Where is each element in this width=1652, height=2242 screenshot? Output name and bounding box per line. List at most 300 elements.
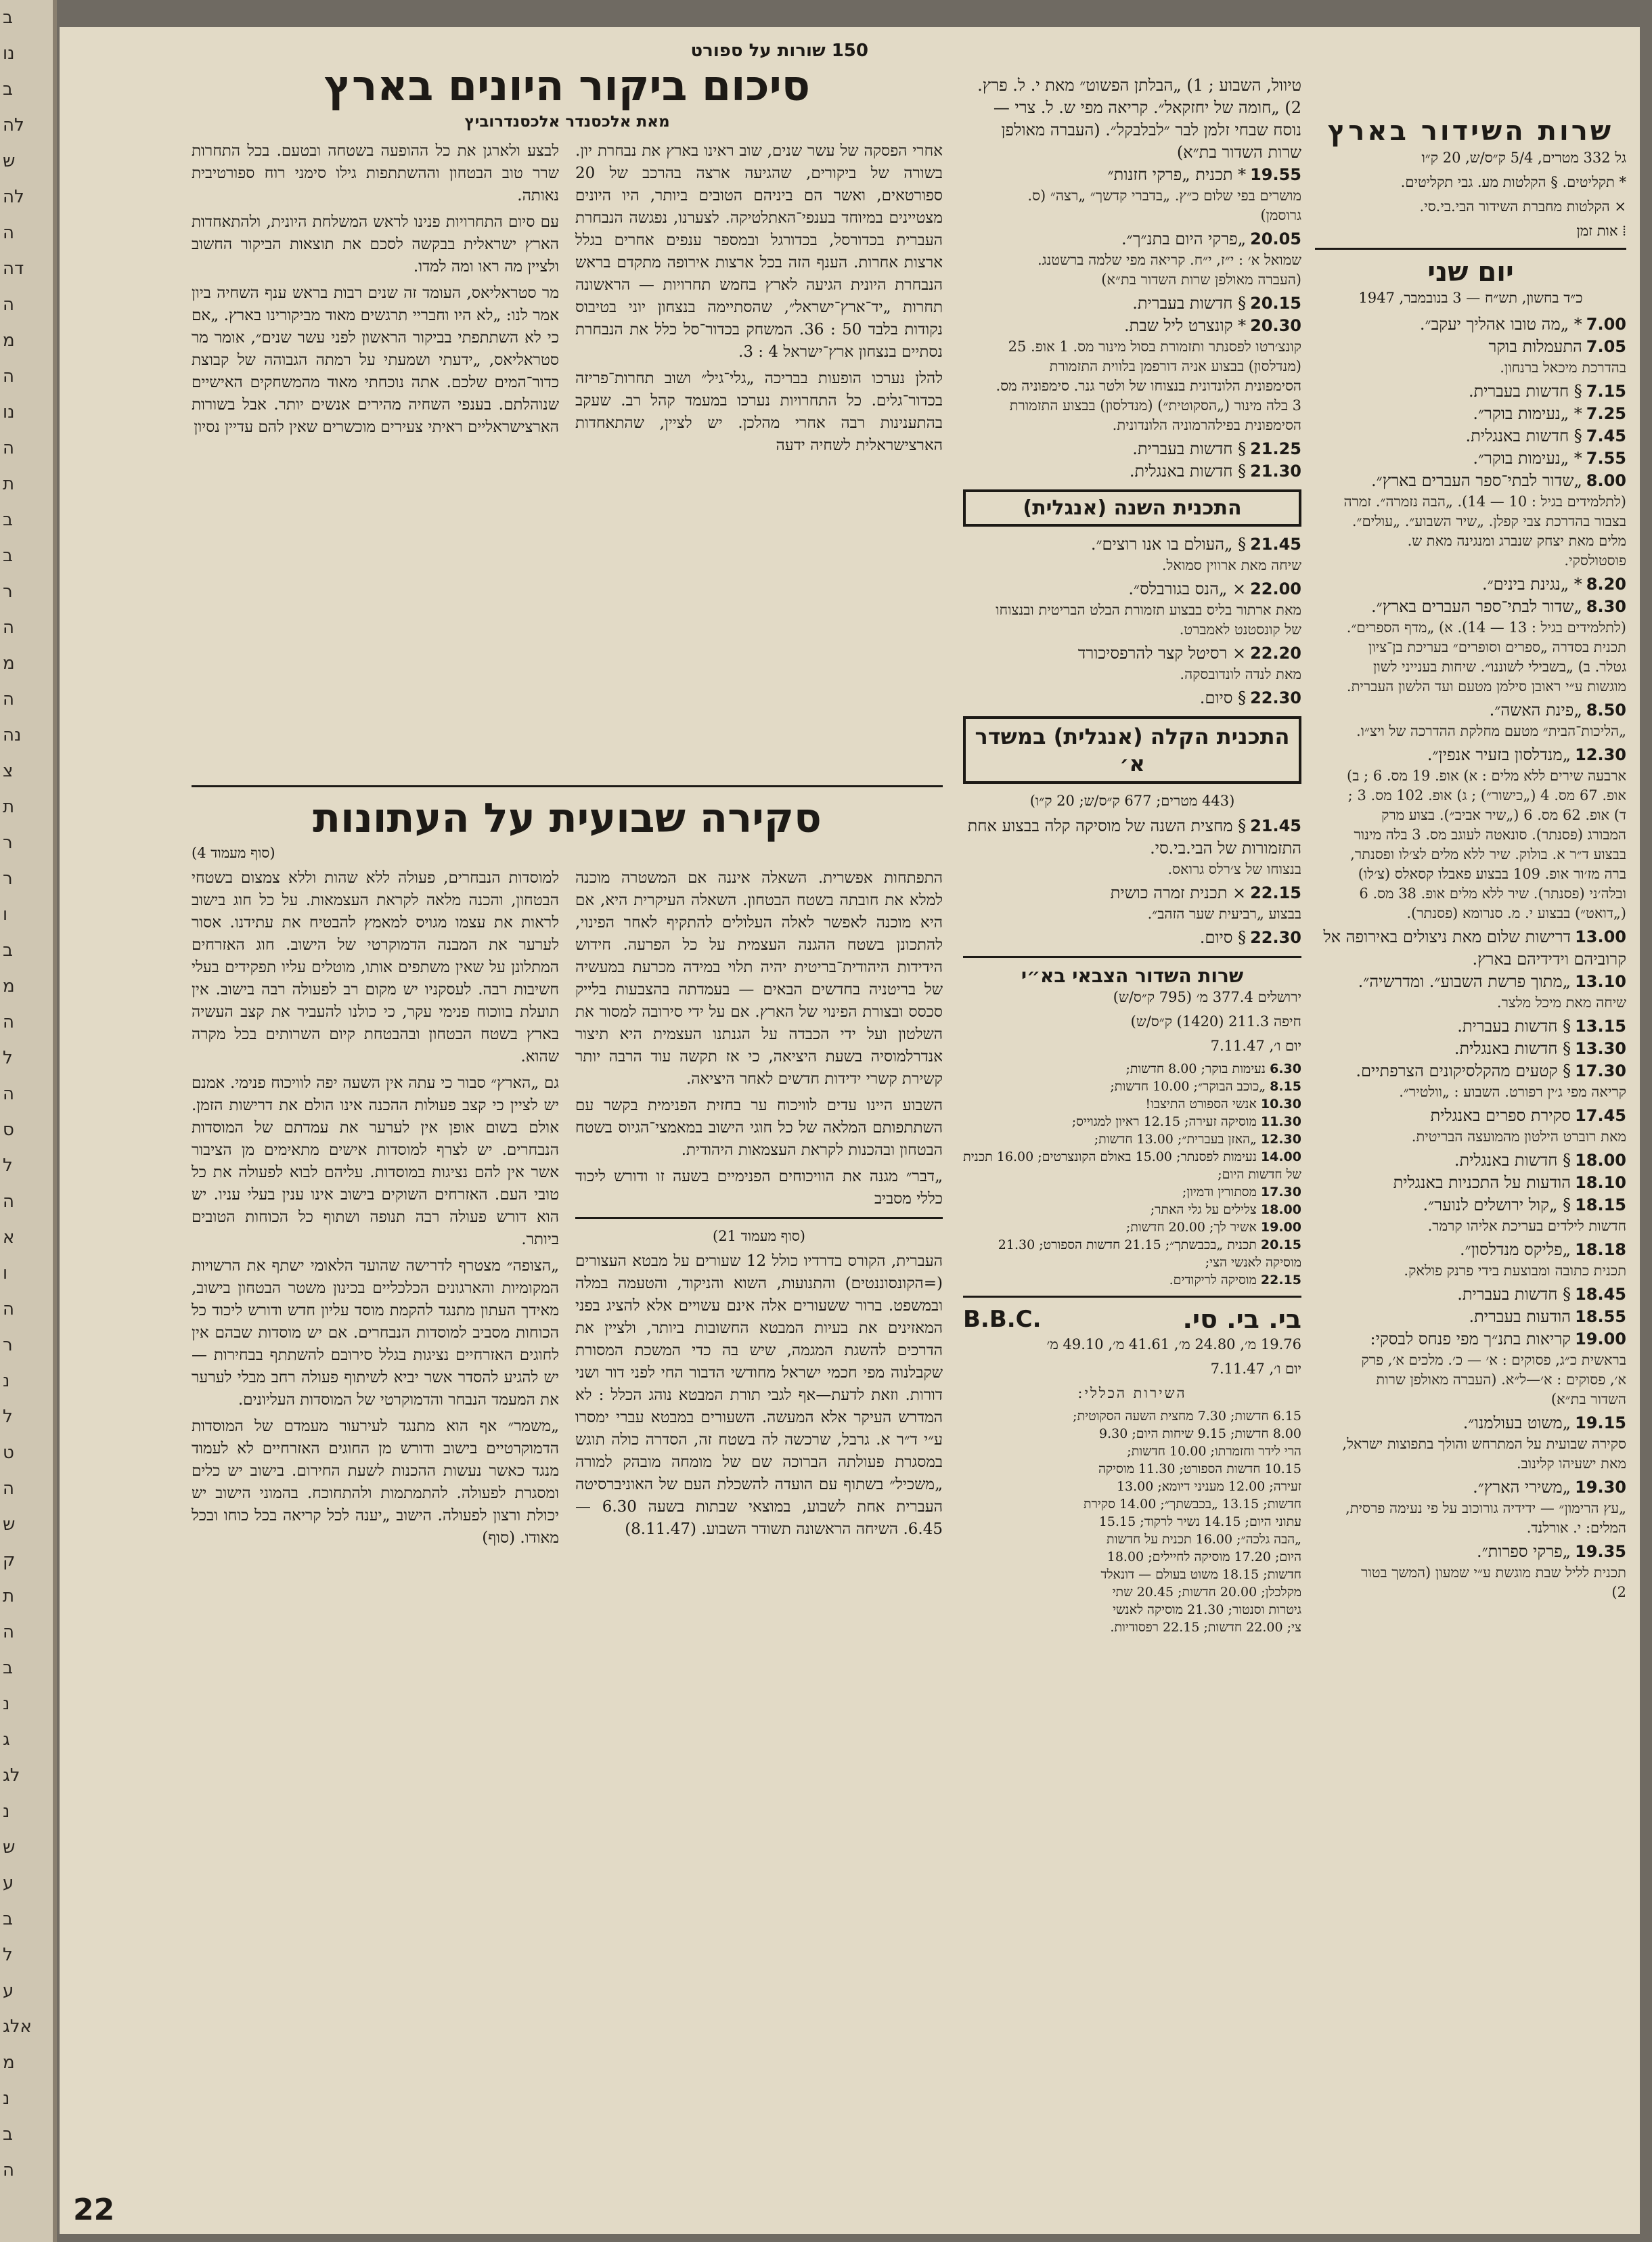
prev-page-fragment: ר — [3, 581, 13, 602]
sports-byline: מאת אלכסנדר אלכסנדרוביץ — [464, 113, 670, 131]
sports-columns — [192, 140, 943, 461]
prev-page-fragment: ש — [3, 1514, 16, 1535]
program-item — [1315, 336, 1626, 358]
program-description: תכנית לליל שבת מוגשת ע״י שמעון (המשך בטור 2) — [1361, 1564, 1626, 1600]
sports-kicker: 150 שורות על ספורט — [690, 41, 868, 61]
army-time: 11.30 — [1260, 1114, 1301, 1129]
bbc-row: 8.00 חדשות; 9.15 שיחות היום; 9.30 — [1099, 1426, 1301, 1441]
prev-page-fragment: נ — [3, 1694, 10, 1714]
program-item — [1315, 1306, 1626, 1328]
program-item — [1315, 1283, 1626, 1306]
press-paragraph: „דבר״ מגנה את הוויכוחים הפנימיים בשעה זו ודורש ליכוד כללי מסביב — [575, 1168, 943, 1208]
prev-page-fragment: אלג — [3, 2017, 32, 2037]
prev-page-fragment: מ — [3, 976, 15, 996]
army-broadcast-title: שרות השדור הצבאי בא״י — [1021, 965, 1244, 987]
program-time: 13.15 — [1575, 1017, 1626, 1036]
prev-page-fragment: ה — [3, 2160, 14, 2180]
army-time: 6.30 — [1270, 1061, 1301, 1076]
program-time: 18.10 — [1575, 1173, 1626, 1192]
broadcast-meta-line: ⁞ אות זמן — [1576, 223, 1626, 239]
prev-page-fragment: ת — [3, 474, 15, 494]
program-item — [1315, 744, 1626, 766]
prev-page-fragment: ה — [3, 1084, 14, 1104]
army-row — [963, 1236, 1301, 1271]
program-time: 22.30 — [1250, 928, 1301, 947]
army-program: אנשי הספורט התיצבו! — [1145, 1097, 1257, 1112]
prev-page-fragment: ל — [3, 1407, 13, 1427]
sports-paragraph: אחרי הפסקה של עשר שנים, שוב ראינו בארץ את נבחרת יון. בשורה של ביקורים, שהגיעה ארצה בהרכב של 20 ספורטאים, ואשר הם ביניהם הטובים ביותר, היו היונים מצטיינים במיוחד בענפי־האתלטיקה. לצערנו, נפגשה הנבחרת העברית בכדורסל, בכדורגל ובמספר ענפים אחרים בגלל ארצות אחרות. הענף הזה בכל ארצות אירופה מתקדם בראש הנבחרת היונית הגיעה לארץ בחמש תחרויות — הראשונה תחרות „יד־ארץ־ישראל״, שהסתיימה בנצחון יוני בטיבוס נקודות בלבד 50 : 36. המשחק בכדור־סל כלל את הנבחרת נסתיים בנצחון ארץ־ישראל 4 : 3. — [575, 142, 943, 361]
army-row — [963, 1201, 1301, 1218]
program-item — [1315, 1412, 1626, 1434]
sports-paragraph: לבצע ולארגן את כל ההופעה בשטחה ובטעם. בכל התחרות שרר טוב הבטחון וההשתתפות גילו סימני רוח ספורטיבית נאותה. — [192, 142, 559, 204]
bbc-section-head: השירות הכללי: — [1077, 1385, 1187, 1401]
program-title: * קונצרט ליל שבת. — [1123, 316, 1247, 335]
program-description: מושרים בפי שלום כ״ץ. „בדברי קדשך״ „רצה״ (ס. גרוסמן) — [1027, 188, 1301, 223]
program-item — [1315, 1149, 1626, 1172]
program-item — [1315, 1194, 1626, 1216]
program-item — [1315, 596, 1626, 618]
program-description: „עץ הרימון״ — ידידיה גורוכוב על פי נעימה פרסית, המלים: י. אורלנד. — [1345, 1500, 1626, 1536]
program-title: „פרקי ספרות״. — [1476, 1542, 1571, 1561]
divider — [575, 1217, 943, 1219]
program-title: „משוט בעולמנו״. — [1463, 1413, 1571, 1432]
program-item — [1315, 403, 1626, 425]
program-title: „פרקי היום בתנ״ך״. — [1121, 229, 1247, 248]
army-time: 8.15 — [1270, 1079, 1301, 1094]
prev-page-fragment: ה — [3, 223, 14, 243]
press-column-left — [192, 867, 559, 1554]
prev-page-fragment: ב — [3, 1658, 14, 1678]
army-row — [963, 1078, 1301, 1095]
prev-page-fragment: ר — [3, 833, 13, 853]
program-title: × רסיטל קצר להרפסיכורד — [1077, 644, 1247, 663]
program-title: § חדשות בעברית. — [1457, 1285, 1571, 1304]
bbc-row: מקלכלן; 20.00 חדשות; 20.45 שתי — [1112, 1585, 1301, 1600]
light-program-meta: (443 מטרים; 677 ק״ס/ש; 20 ק״ו) — [1029, 793, 1235, 809]
program-time: 17.45 — [1575, 1106, 1626, 1125]
program-description: (לתלמידים בגיל : 10 — 14). „הבה נזמרה״. זמרה בצבור בהדרכת צבי קפלן. „שיר השבוע״. „עולים״. מלים מאת יצחק שנברג ומנגינה מאת ש. פוסטולסקי. — [1343, 493, 1626, 569]
broadcast-title: שרות השידור בארץ — [1327, 116, 1614, 147]
divider — [963, 956, 1301, 958]
broadcast-schedule-column — [1315, 115, 1626, 2128]
program-time: 7.00 — [1586, 315, 1626, 334]
prev-page-fragment: ט — [3, 1443, 14, 1463]
sports-column-left — [192, 140, 559, 461]
light-program-items — [963, 815, 1301, 949]
program-item — [963, 687, 1301, 709]
prev-page-fragment: ה — [3, 1299, 14, 1319]
program-item — [963, 578, 1301, 600]
bbc-row: 6.15 חדשות; 7.30 מחצית השעה הסקוטית; — [1073, 1409, 1301, 1424]
army-time: 18.00 — [1260, 1202, 1301, 1217]
second-schedule-column — [963, 74, 1301, 1636]
prev-page-fragment: ש — [3, 1837, 16, 1858]
program-item — [1315, 1015, 1626, 1038]
program-time: 13.10 — [1575, 972, 1626, 991]
press-paragraph: למוסדות הנבחרים, פעולה ללא שהות וללא צמצום בשטחי הבטחון, והכנה מלאה לקראת העצמאות. על כל חוג בישוב לראות את עצמו מגויס למאמץ להבטיח את עתידנו. אסור לערער את המבנה הדמוקרטי של הישוב. חוג האזרחים המתלונן על שאין משתפים אותו, מוטלים עליו תפקידים בעלי חשיבות רבה. לעסקניו יש מקום רב לפעולה רבה בישוב. אין תועלת בווכוח פנימי עקר, כי כולנו להעביר את קצב העשיה בארץ בשטח הבטחון ובהבטחת קיום השרותים בכל מקרה שהוא. — [192, 869, 559, 1065]
program-item — [1315, 971, 1626, 993]
program-time: 22.30 — [1250, 688, 1301, 707]
program-time: 21.30 — [1250, 462, 1301, 481]
bbc-row: עתוני היום; 14.15 נשיר לרקוד; 15.15 — [1098, 1514, 1301, 1529]
program-title: § חדשות באנגלית. — [1129, 462, 1247, 481]
program-title: * תכנית „פרקי חזנות״ — [1107, 165, 1247, 184]
program-time: 19.15 — [1575, 1413, 1626, 1432]
program-item — [1315, 1328, 1626, 1350]
program-title: דרישות שלום מאת ניצולים באירופה אל קרוביהם וידידיהם בארץ. — [1323, 927, 1626, 969]
program-time: 21.45 — [1250, 535, 1301, 554]
program-title: „שדור לבתי־ספר העברים בארץ״. — [1371, 471, 1582, 490]
program-title: התעמלות בוקר — [1488, 337, 1582, 356]
program-item — [1315, 699, 1626, 722]
prev-page-fragment: דה — [3, 259, 24, 279]
divider — [963, 1296, 1301, 1298]
program-title: * „נעימות בוקר״. — [1473, 449, 1582, 468]
program-title: § סיום. — [1199, 688, 1247, 707]
program-time: 7.25 — [1586, 404, 1626, 423]
previous-page-edge — [0, 0, 57, 2242]
program-description: מאת ארתור בליס בבצוע תזמורת הבלט הבריטית ובנצוחו של קונסטנט לאמברט. — [996, 602, 1301, 638]
program-time: 13.00 — [1575, 927, 1626, 946]
program-time: 12.30 — [1575, 745, 1626, 764]
program-title: § חדשות באנגלית. — [1454, 1151, 1571, 1170]
program-title: § קטעים מהקלסיקונים הצרפתיים. — [1356, 1061, 1571, 1080]
prev-page-fragment: ב — [3, 7, 14, 28]
program-title: § חדשות בעברית. — [1132, 294, 1247, 313]
program-title: × „הנס בגורבלס״. — [1128, 579, 1247, 598]
army-program: מוסיקה זעירה; 12.15 ראיון למגוייס; — [1071, 1114, 1257, 1129]
program-title: קריאות בתנ״ך מפי פנחס לבסקי: — [1370, 1329, 1571, 1348]
prev-page-fragment: ה — [3, 294, 14, 315]
program-time: 13.30 — [1575, 1039, 1626, 1058]
program-time: 8.30 — [1586, 597, 1626, 616]
program-description: קריאה מפי ג׳ין רפורט. השבוע : „וולטיר״. — [1399, 1084, 1626, 1100]
broadcast-meta — [1315, 148, 1626, 241]
program-description: (לתלמידים בגיל : 13 — 14). א) „מדף הספרים״. תכנית בסדרה „ספרים וסופרים״ בעריכת בן־ציון גטלר. ב) „בשבילי לשוננו״. שיחות בענייני לשון מוגשות ע״י ראובן סילמן מטעם ועד הלשון העברית. — [1346, 619, 1626, 695]
program-item — [1315, 926, 1626, 971]
program-item — [963, 882, 1301, 904]
sports-continuation: העברית, הקורס בדרדיו כולל 12 שעורים על מבטא העצורים (=הקונסוננטים) והתנועות, השוא והניקוד, והטעמה במלה ובמשפט. ברור ששעורים אלה אינם עשויים אלא להציג בפני המאזינים את בעיות המבטא החשובות ביותר, ולציין את הדרכים להשגת המגמה, שיש בה כדי המשכת המסורת שקבלנוה מפי חכמי ישראל מחודשי הדבור החי לפני דור ושני דורות. וזאת לדעת—אף לגבי תורת המבטא נוהג הכלל : לא המדרש העיקר אלא המעשה. השעורים במבטא עברי ימסרו ע״י ד״ר א. גרבל, שרכשה לה בשטח זה, הסדרה כולה תוגש במסגרת פעולתה הברוכה שם של מומחה מובהק למורה „משכיל״ בשתוף עם הועדה להשכלת העם של האוניברסיטה העברית אחת לשבוע, במוצאי שבתות בשעה 6.30 — 6.45. השיחה הראשונה תשודר השבוע. (8.11.47) — [575, 1252, 943, 1538]
date-line: כ״ד בחשון, תש״ח — 3 בנובמבר, 1947 — [1358, 290, 1583, 306]
army-time: 22.15 — [1260, 1273, 1301, 1288]
sports-paragraph: עם סיום התחרויות פנינו לראש המשלחת היונית, ולהתאחדות הארץ ישראלית בבקשה לסכם את תוצאות הביקור החשוב ולציין מה ראו ומה למדו. — [192, 213, 559, 276]
program-time: 21.45 — [1250, 816, 1301, 835]
program-title: § „העולם בו אנו רוצים״. — [1090, 535, 1247, 554]
prev-page-fragment: ה — [3, 366, 14, 387]
prev-page-fragment: ל — [3, 1048, 13, 1068]
army-schedule — [963, 1060, 1301, 1289]
prev-page-fragment: ל — [3, 1945, 13, 1965]
broadcast-meta-line: × הקלטות מחברת השידור הבי.בי.סי. — [1419, 198, 1626, 215]
program-title: „משירי הארץ״. — [1473, 1478, 1571, 1497]
prev-page-fragment: נה — [3, 725, 22, 745]
army-time: 17.30 — [1260, 1185, 1301, 1200]
program-title: „שדור לבתי־ספר העברים בארץ״. — [1371, 597, 1582, 616]
prev-page-fragment: ה — [3, 438, 14, 458]
program-time: 19.35 — [1575, 1542, 1626, 1561]
army-program: צלילים על גלי האתר; — [1150, 1202, 1257, 1217]
prev-page-fragment: ל — [3, 1156, 13, 1176]
program-description: ארבעה שירים ללא מלים : א) אופ. 19 מס. 6 ; ב) אופ. 67 מס. 4 („כישור״) ; ג) אופ. 102 מס. 3 ; ד) אופ. 62 מס. 6 („שיר אביב״). בצוע מרק המבורג (פסנתר). סונאטה לעוגב מס. 3 בלה מינור בבצוע ד״ר א. בולוק. שיר ללא מלים לצ׳לו ופסנתר, ברה מז׳ור אופ. 109 בבצוע פאבלו קסאלס (צ׳לו) ובלה׳ני (פסנתר). שיר ללא מלים אופ. 38 מס. 6 („דואט״) בבצוע י. מ. סנרומא (פסנתר). — [1347, 768, 1626, 921]
bbc-schedule — [963, 1407, 1301, 1636]
army-row — [963, 1113, 1301, 1130]
press-columns — [192, 867, 943, 1554]
program-time: 8.20 — [1586, 575, 1626, 594]
program-item — [1315, 380, 1626, 403]
bbc-meta — [963, 1334, 1301, 1379]
broadcast-items — [1315, 313, 1626, 2128]
program-description: מאת רוברט הילטון מהמועצה הבריטית. — [1411, 1128, 1626, 1145]
program-item — [963, 460, 1301, 483]
program-title: * „נעימות בוקר״. — [1473, 404, 1582, 423]
prev-page-fragment: ע — [3, 1873, 14, 1893]
program-description: בראשית כ״ג, פסוקים : א׳ — כ׳. מלכים א׳, פרק א׳, פסוקים : א׳—ל״א. (העברה מאולפן שרות השדור בת״א) — [1361, 1352, 1626, 1407]
program-description: בהדרכת מיכאל ברנחון. — [1500, 359, 1626, 376]
army-time: 14.00 — [1260, 1149, 1301, 1164]
prev-page-fragment: ס — [3, 1120, 14, 1140]
divider — [1315, 248, 1626, 250]
army-row — [963, 1095, 1301, 1113]
bbc-row: הרי לידר וחזמרתו; 10.00 חדשות; — [1127, 1444, 1301, 1459]
program-title: הודעות בעברית. — [1469, 1307, 1571, 1326]
bbc-meta-line: יום ו׳, 7.11.47 — [1210, 1361, 1301, 1377]
program-title: § חדשות בעברית. — [1468, 382, 1582, 401]
sports-headline: סיכום ביקור היונים בארץ — [324, 61, 810, 110]
prev-page-fragment: ו — [3, 1263, 8, 1283]
program-time: 20.05 — [1250, 229, 1301, 248]
army-program: נעימות לפסנתר; 15.00 באולם הקונצרטים; 16.00 תכנית של חדשות היום; — [963, 1149, 1301, 1182]
army-program: נעימות בוקר; 8.00 חדשות; — [1125, 1061, 1266, 1076]
program-title: טיוול, השבוע ; 1) „הבלתן הפשוט״ מאת י. ל. פרץ. 2) „חומה של יחזקאל״. קריאה מפי ש. ל. צרי — נוסח שבחי זלמן לבר ״לבלבקל״. (העברה מאולפן שרות השדור בת״א) — [977, 76, 1301, 162]
program-time: 18.18 — [1575, 1240, 1626, 1259]
bbc-title-hebrew: בי. בי. סי. — [1182, 1304, 1301, 1334]
army-time: 19.00 — [1260, 1220, 1301, 1235]
prev-page-fragment: נ — [3, 1371, 10, 1391]
program-item — [1315, 1060, 1626, 1082]
army-program: תכנית „בכבשתך״; 21.15 חדשות הספורט; 21.30 מוסיקה לאנשי הצי; — [998, 1237, 1301, 1270]
prev-page-fragment: לה — [3, 187, 24, 207]
army-program: אשיר לך; 20.00 חדשות; — [1125, 1220, 1257, 1235]
program-time: 18.15 — [1575, 1195, 1626, 1214]
program-time: 21.25 — [1250, 439, 1301, 458]
program-item — [1315, 425, 1626, 447]
army-row — [963, 1218, 1301, 1236]
broadcast-meta-line: גל 332 מטרים, 5/4 ק״ס/ש, 20 ק״ו — [1421, 150, 1626, 166]
schedule-continuation — [963, 74, 1301, 483]
army-time: 10.30 — [1260, 1097, 1301, 1112]
army-meta-line: חיפה 211.3 (1420) ק״ס/ש) — [1130, 1013, 1301, 1030]
army-meta-line: ירושלים 377.4 מ׳ (795 ק״ס/ש) — [1113, 989, 1301, 1005]
program-description: שיחה מאת ארווין סמואל. — [1161, 557, 1301, 573]
program-title: „מתוך פרשת השבוע״. ומדרשיה״. — [1358, 972, 1571, 991]
program-time: 7.05 — [1586, 337, 1626, 356]
bbc-row: „הבה גלכה״; 16.00 תכנית על חדשות — [1106, 1532, 1301, 1547]
press-headline: סקירה שבועית על העתונות — [313, 795, 822, 842]
army-program: מסתורין ודמיון; — [1182, 1185, 1257, 1200]
program-time: 19.00 — [1575, 1329, 1626, 1348]
bbc-row: זעירה; 12.00 מעניני דיומא; 13.00 — [1116, 1479, 1301, 1494]
prev-page-fragment: נ — [3, 2088, 10, 2109]
program-title: הודעות על התכניות באנגלית — [1393, 1173, 1571, 1192]
army-row — [963, 1148, 1301, 1183]
program-item — [963, 438, 1301, 460]
program-title: § חדשות באנגלית. — [1454, 1039, 1571, 1058]
program-item — [1315, 447, 1626, 470]
prev-page-fragment: מ — [3, 653, 15, 674]
army-program: מוסיקה לריקודים. — [1169, 1273, 1257, 1288]
prev-page-fragment: ב — [3, 546, 14, 566]
sports-end-note: (סוף מעמוד 21) — [713, 1228, 805, 1244]
program-item — [1315, 470, 1626, 492]
program-title: § מחצית השנה של מוסיקה קלה בבצוע אחת התזמורות של הבי.בי.סי. — [967, 816, 1301, 858]
prev-page-fragment: ה — [3, 689, 14, 709]
prev-page-fragment: ה — [3, 1478, 14, 1499]
program-description: קונצ׳רטו לפסנתר ותזמורת בסול מינור מס. 1 אופ. 25 (מנדלסון) בבצוע אניה דורפמן בלווית התזמורת הסימפונית הלונדונית בנצוחו של ולטר גנר. סימפוניה מס. 3 בלה מינור („הסקוטית״) (מנדלסון) בבצוע התזמורת הסימפונית בפילהרמוניה הלונדונית. — [996, 338, 1301, 433]
program-description: בנצוחו של צ׳רלס גרואס. — [1167, 861, 1301, 877]
program-item — [963, 815, 1301, 860]
program-time: 18.55 — [1575, 1307, 1626, 1326]
program-time: 19.30 — [1575, 1478, 1626, 1497]
press-paragraph: התפתחות אפשרית. השאלה איננה אם המשטרה מוכנה למלא את חובתה בשטח הבטחון. השאלה העיקרית היא, אם היא מוכנה לאפשר לאלה העלולים להתקיף לאחר הפינוי, להתכונן בשטח ההגנה העצמית על כל הפרעה. חידוש הידידות היהודית־בריטית יהיה תלוי במידה מכרעת במעשיה של בריטניה בחדשים הבאים — בעמדתה בהצבעות בלייק סכסס ובצורת הפינוי של הארץ. אם על ידי סירובה למסור את השלטון ועל ידי הכבדה על הגנתנו העצמית היא תיצור אנדרלמוסיה בשעת היציאה, כי אז תקשה עוד הרבה יותר קשירת קשרי ידידות חדשים לאחר היציאה. — [575, 869, 943, 1088]
program-time: 22.00 — [1250, 579, 1301, 598]
prev-page-fragment: ב — [3, 510, 14, 530]
bbc-row: חדשות; 18.15 משוט בעולם — דונאלד — [1100, 1567, 1301, 1582]
prev-page-fragment: ה — [3, 1622, 14, 1642]
program-time: 8.50 — [1586, 701, 1626, 720]
program-title: § סיום. — [1199, 928, 1247, 947]
sports-paragraph: מר סטראליאס, העומד זה שנים רבות בראש ענף השחיה ביון אמר לנו: „לא היו וחבריי תרגשים מאוד מביקורינו בארץ. „אם כי לא השתתפתי בביקור הראשון לפני עשר שנים״, אומר מר סטראליאס, „ידעתי ושמעתי על רמתה הגבוהה של קבוצת כדור־המים שלכם. אתה נוכחתי מאוד מהמשחקים האישיים שנוהלתם. בענפי השחיה מהירים אנשים יותר. אבל בשורות הארצישראליים ראיתי צעירים מוכשרים שאין להם עדיין נסיון — [192, 284, 559, 436]
program-time: 20.15 — [1250, 294, 1301, 313]
program-time: 22.20 — [1250, 644, 1301, 663]
press-col2-text — [192, 867, 559, 1549]
press-paragraph: „משמר״ אף הוא מתנגד לעירעור מעמדם של המוסדות הדמוקרטיים בישוב ודורש מן החוגים האזרחיים לא לעמוד מנגד כאשר נעשות ההכנות לשעת החירום. בישוב יש כלים ומסגרת לפעולה. להתמתמות ולהתחוכח. בהמוני הישוב יש יכולת ורצון לפעולה. הישוב „יענה לכל קריאה בכל כוחו ובכל מאודו. (סוף) — [192, 1417, 559, 1547]
prev-page-fragment: ת — [3, 797, 15, 817]
sports-column-right — [575, 140, 943, 461]
year-program-title: התכנית השנה (אנגלית) — [1023, 496, 1242, 520]
prev-page-fragment: ש — [3, 151, 16, 171]
press-col1-text — [575, 867, 943, 1210]
prev-page-fragment: ע — [3, 1981, 14, 2001]
program-description: חדשות לילדים בעריכת אליהו קרמר. — [1427, 1218, 1626, 1234]
program-title: § „קול ירושלים לנוער״. — [1423, 1195, 1571, 1214]
program-item — [1315, 1172, 1626, 1194]
army-program: „כוכב הבוקר״; 10.00 חדשות; — [1110, 1079, 1266, 1094]
prev-page-fragment: ב — [3, 2124, 14, 2145]
sports-paragraph: להלן נערכו הופעות בבריכה „גלי־גיל״ ושוב תחרות־פריזה בכדור־גלים. כל התחרויות נערכו במעמד קהל רב. שעקב בהתענינות רבה אחרי מהלכן. יש לציין, שהתאחדות הארצישראלית לשחיה ידעה — [575, 370, 943, 454]
program-item — [963, 164, 1301, 186]
program-time: 18.45 — [1575, 1285, 1626, 1304]
press-column-right — [575, 867, 943, 1554]
prev-page-fragment: ה — [3, 617, 14, 638]
page-number: 22 — [73, 2193, 115, 2227]
bbc-row: חדשות; 13.15 „בכבשתך״; 14.00 סקירת — [1084, 1497, 1301, 1512]
prev-page-fragment: נו — [3, 402, 15, 422]
press-paragraph: השבוע היינו עדים לוויכוח ער בחזית הפנימית בקשר עם השתתפותם המלאה של כל חוגי הישוב במאמצי־הגיוס בשטח הבטחון ובהכנות לקראת העצמאות היהודית. — [575, 1097, 943, 1159]
program-time: 18.00 — [1575, 1151, 1626, 1170]
prev-page-fragment: ר — [3, 869, 13, 889]
program-item — [1315, 1239, 1626, 1261]
program-title: § חדשות בעברית. — [1457, 1017, 1571, 1036]
sports-article — [192, 41, 943, 461]
program-description: סקירה שבועית על המתרחש והולך בתפוצות ישראל, מאת ישעיהו קלינוב. — [1342, 1436, 1626, 1472]
program-item — [963, 927, 1301, 949]
program-description: בבצוע „רביעית שער הזהב״. — [1147, 906, 1301, 922]
bbc-row: היום; 17.20 מוסיקה לחיילים; 18.00 — [1107, 1549, 1301, 1564]
army-row — [963, 1130, 1301, 1148]
army-time: 20.15 — [1260, 1237, 1301, 1252]
program-title: § חדשות באנגלית. — [1465, 426, 1582, 445]
program-item — [1315, 573, 1626, 596]
program-description: שמואל א׳ : י״ז, י״ח. קריאה מפי שלמה ברשטנג. (העברה מאולפן שרות השדור בת״א) — [1037, 252, 1301, 288]
day-heading: יום שני — [1427, 257, 1514, 288]
program-time: 8.00 — [1586, 471, 1626, 490]
program-time: 7.45 — [1586, 426, 1626, 445]
program-time: 20.30 — [1250, 316, 1301, 335]
program-title: „פינת האשה״. — [1489, 701, 1582, 720]
prev-page-fragment: ב — [3, 1909, 14, 1929]
prev-page-fragment: מ — [3, 2052, 15, 2073]
army-meta — [963, 987, 1301, 1056]
prev-page-fragment: ו — [3, 904, 8, 925]
prev-page-fragment: ה — [3, 1191, 14, 1212]
program-item — [1315, 1476, 1626, 1499]
program-description: מאת לנדה לונדובסקה. — [1180, 666, 1301, 682]
program-time: 7.15 — [1586, 382, 1626, 401]
program-title: § חדשות בעברית. — [1132, 439, 1247, 458]
program-item — [1315, 1541, 1626, 1563]
program-title: „פליקס מנדלסון״. — [1459, 1240, 1571, 1259]
press-paragraph: „הצופה״ מצטרף לדרישה שהועד הלאומי ישתף את הרשויות המקומיות והארגונים הכלכליים בכינון משטר הבטחון בישוב, מאידך העתון מתנגד להקמת מוסד עליון חדש ודורש ליכוד כל הכוחות מסביב למוסדות הנבחרים. אם יש מוסדות שבהם אין לחוגים האזרחיים נציגות בגלל סירובם להשתתף בבחירות — יש להגיע להסדר אשר יביא לשיתוף פעולה רחב מבלי לערער את המעמד הנבחר והדמוקרטי של המוסדות העליונים. — [192, 1257, 559, 1409]
prev-page-fragment: ב — [3, 940, 14, 961]
bbc-row: 10.15 חדשות הספורט; 11.30 מוסיקה — [1098, 1461, 1301, 1476]
divider — [192, 785, 943, 787]
year-program-items — [963, 533, 1301, 709]
prev-page-fragment: נ — [3, 1801, 10, 1822]
press-paragraph: גם „הארץ״ סבור כי עתה אין השעה יפה לוויכוח פנימי. אמנם יש לציין כי קצב פעולות ההכנה אינו הולם את דרישות הזמן. אולם בשום אופן אין לערער את עמדתם של המוסדות הנבחרים. יש לצרף למוסדות אישים מתאימים מן הציבור אשר אין להם נציגות במוסדות. עליהם לבוא לפעולה את כל טובי העם. האזרחים השוקים בישוב אינו ענין בעלי עניו. יש הוא דורש פעולה רבה תנופה ושתוף כל הכוחות הטובים ביותר. — [192, 1074, 559, 1248]
program-item — [963, 315, 1301, 337]
program-time: 7.55 — [1586, 449, 1626, 468]
prev-page-fragment: ב — [3, 79, 14, 100]
prev-page-fragment: ת — [3, 1586, 15, 1606]
program-title: „מנדלסון בזעיר אנפין״. — [1427, 745, 1571, 764]
army-row — [963, 1271, 1301, 1289]
army-program: „האזן בעברית״; 13.00 חדשות; — [1094, 1132, 1257, 1147]
newspaper-page — [60, 27, 1640, 2234]
program-item — [1315, 313, 1626, 336]
program-title: × תכנית זמרה כושית — [1110, 883, 1247, 902]
army-meta-line: יום ו׳, 7.11.47 — [1210, 1038, 1301, 1054]
program-description: „הליכות־הבית״ מטעם מחלקת ההדרכה של ויצ״ו. — [1356, 723, 1626, 739]
prev-page-fragment: ה — [3, 1012, 14, 1032]
program-time: 17.30 — [1575, 1061, 1626, 1080]
press-continued-note: (סוף מעמוד 4) — [192, 845, 275, 861]
program-time: 19.55 — [1250, 165, 1301, 184]
broadcast-meta-line: * תקליטים. § הקלטות מע. גבי תקליטים. — [1400, 174, 1626, 190]
bbc-row: צי; 22.00 חדשות; 22.15 רפסודיות. — [1110, 1620, 1301, 1635]
program-item — [963, 642, 1301, 665]
program-item — [963, 533, 1301, 556]
program-item — [1315, 1038, 1626, 1060]
program-description: תכנית כתובה ומבוצעת בידי פרנק פולאק. — [1404, 1262, 1626, 1279]
program-item — [1315, 1105, 1626, 1127]
bbc-meta-line: 19.76 מ׳, 24.80 מ׳, 41.61 מ׳, 49.10 מ׳ — [1046, 1336, 1301, 1353]
prev-page-fragment: א — [3, 1227, 15, 1248]
year-program-box — [963, 489, 1301, 527]
prev-page-fragment: ג — [3, 1730, 10, 1750]
prev-page-fragment: ר — [3, 1335, 13, 1355]
light-program-box — [963, 716, 1301, 784]
prev-page-fragment: מ — [3, 330, 15, 351]
